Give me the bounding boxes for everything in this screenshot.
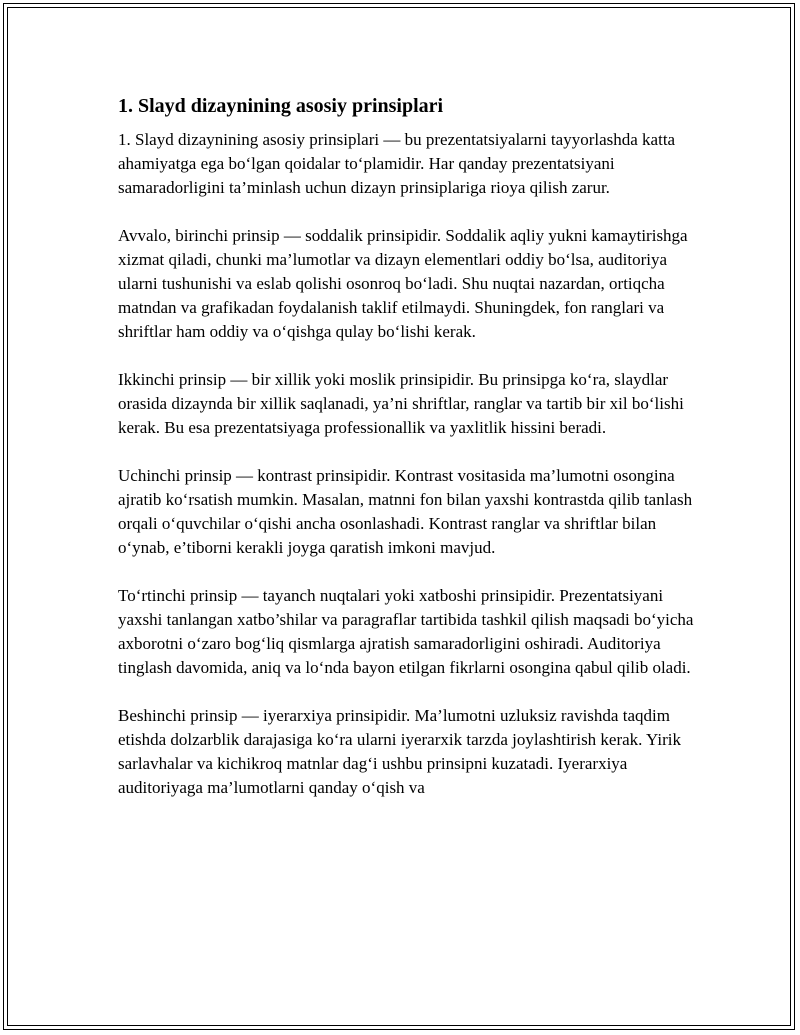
paragraph-hierarchy: Beshinchi prinsip — iyerarxiya prinsipidir. Ma’lumotni uzluksiz ravishda taqdim etishda dolzarblik darajasiga ko‘ra ularni iyerarxik tarzda joylashtirish kerak. Yirik sarlavhalar va kichikroq matnlar dag‘i ushbu prinsipni kuzatadi. Iyerarxiya auditoriyaga ma’lumotlarni qanday o‘qish va [118, 706, 682, 797]
paragraph-simplicity: Avvalo, birinchi prinsip — soddalik prinsipidir. Soddalik aqliy yukni kamaytirishga xizmat qiladi, chunki ma’lumotlar va dizayn elementlari oddiy bo‘lsa, auditoriya ularni tushunishi va eslab qolishi osonroq bo‘ladi. Shu nuqtai nazardan, ortiqcha matndan va grafikadan foydalanish taklif etilmaydi. Shuningdek, fon ranglari va shriftlar ham oddiy va o‘qishga qulay bo‘lishi kerak. [118, 226, 688, 341]
section-heading: 1. Slayd dizaynining asosiy prinsiplari [118, 95, 444, 117]
document-body [118, 92, 698, 824]
paragraph-structure: To‘rtinchi prinsip — tayanch nuqtalari yoki xatboshi prinsipidir. Prezentatsiyani yaxshi tanlangan xatbo’shilar va paragraflar tartibida tashkil qilish maqsadi bo‘yicha axborotni o‘zaro bog‘liq qismlarga ajratish samaradorligini oshiradi. Auditoriya tinglash davomida, aniq va lo‘nda bayon etilgan fikrlarni osongina qabul qilib oladi. [118, 586, 694, 677]
paragraph-contrast: Uchinchi prinsip — kontrast prinsipidir. Kontrast vositasida ma’lumotni osongina ajratib ko‘rsatish mumkin. Masalan, matnni fon bilan yaxshi kontrastda qilib tanlash orqali o‘quvchilar o‘qishi ancha osonlashadi. Kontrast ranglar va shriftlar bilan o‘ynab, e’tiborni kerakli joyga qaratish imkoni mavjud. [118, 466, 693, 557]
paragraph-consistency: Ikkinchi prinsip — bir xillik yoki moslik prinsipidir. Bu prinsipga ko‘ra, slaydlar orasida dizaynda bir xillik saqlanadi, ya’ni shriftlar, ranglar va tartib bir xil bo‘lishi kerak. Bu esa prezentatsiyaga professionallik va yaxlitlik hissini beradi. [118, 370, 684, 437]
paragraph-intro: 1. Slayd dizaynining asosiy prinsiplari — bu prezentatsiyalarni tayyorlashda katta ahamiyatga ega bo‘lgan qoidalar to‘plamidir. Har qanday prezentatsiyani samaradorligini ta’minlash uchun dizayn prinsiplariga rioya qilish zarur. [118, 130, 676, 197]
